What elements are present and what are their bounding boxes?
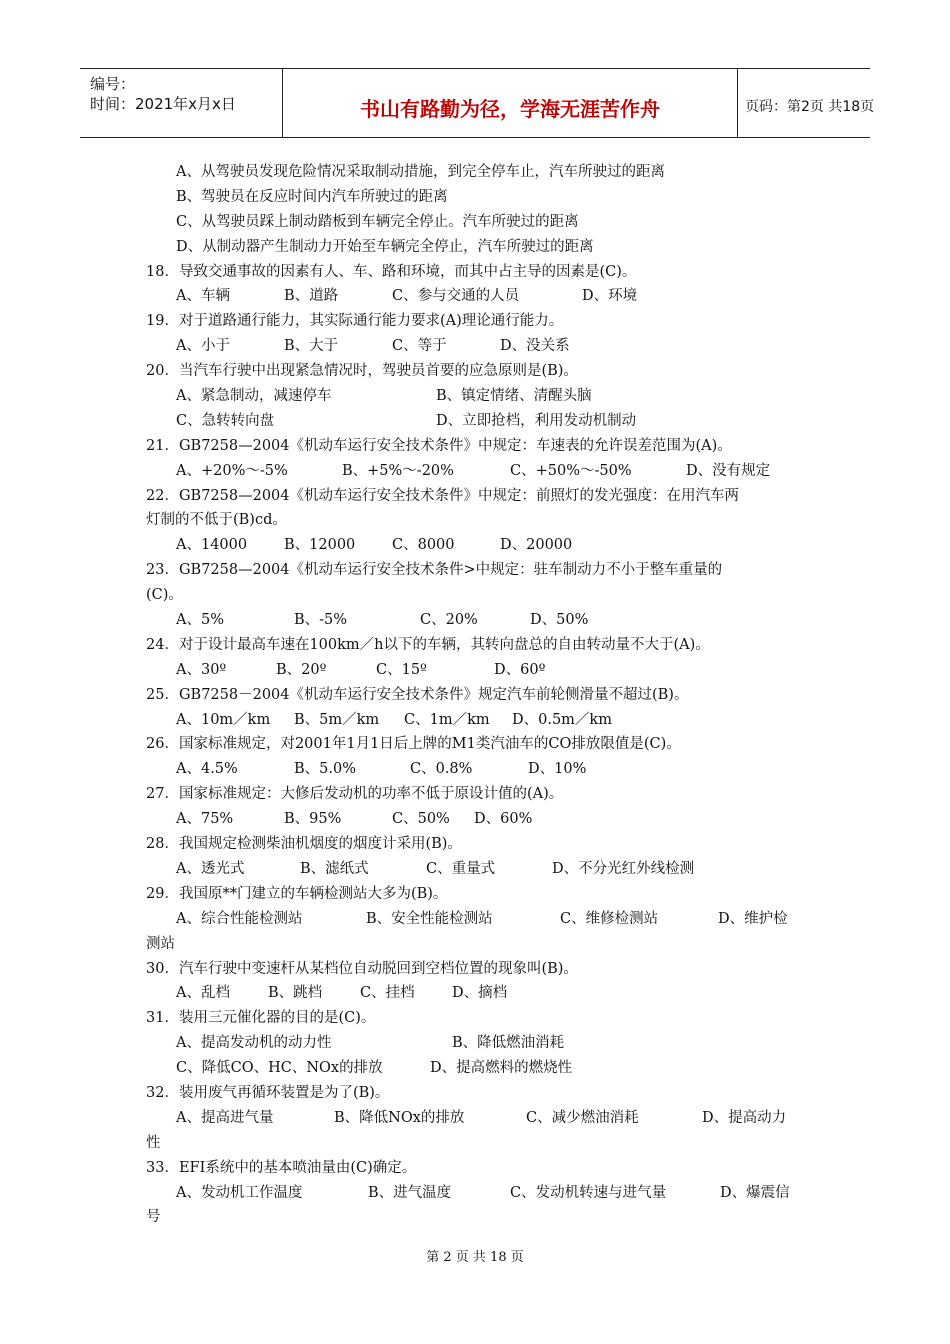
option-d: D、10% xyxy=(528,761,587,778)
option-c: C、50% xyxy=(392,811,450,828)
option-b: B、20º xyxy=(276,661,327,678)
option-d: D、20000 xyxy=(500,537,573,554)
option-line: A、从驾驶员发现危险情况采取制动措施，到完全停车止，汽车所驶过的距离 xyxy=(176,164,665,180)
option-c: C、15º xyxy=(376,661,427,678)
option-a: A、车辆 xyxy=(176,288,230,305)
option-row xyxy=(146,284,806,309)
option-d: D、0.5m／km xyxy=(512,711,612,728)
header-page-cell xyxy=(737,69,875,137)
option-a: A、紧急制动，减速停车 xyxy=(176,388,332,405)
option-b: B、镇定情绪、清醒头脑 xyxy=(436,388,592,405)
option-d: D、环境 xyxy=(582,288,638,305)
option-row xyxy=(146,384,806,409)
question-stem: 27．国家标准规定：大修后发动机的功率不低于原设计值的(A)。 xyxy=(146,786,564,803)
option-row xyxy=(146,857,806,882)
header-motto-cell xyxy=(282,69,738,137)
option-c: C、重量式 xyxy=(426,860,496,877)
option-c: C、0.8% xyxy=(410,761,473,778)
option-d: D、60º xyxy=(494,661,546,678)
option-row xyxy=(146,1106,806,1131)
option-b: B、大于 xyxy=(284,338,339,355)
page-indicator: 页码：第2页 共18页 xyxy=(745,99,875,115)
question-stem: 30．汽车行驶中变速杆从某档位自动脱回到空档位置的现象叫(B)。 xyxy=(146,960,578,977)
question-stem: 24．对于设计最高车速在100km／h以下的车辆，其转向盘总的自由转动量不大于(A)。 xyxy=(146,636,710,653)
option-row xyxy=(146,1056,806,1081)
option-line: C、从驾驶员踩上制动踏板到车辆完全停止。汽车所驶过的距离 xyxy=(176,213,579,230)
option-a: A、提高进气量 xyxy=(176,1109,274,1126)
option-c: C、+50%～-50% xyxy=(510,462,632,479)
option-row xyxy=(146,708,806,733)
question-stem: 21．GB7258—2004《机动车运行安全技术条件》中规定：车速表的允许误差范围为(A)。 xyxy=(146,437,732,454)
option-b: B、95% xyxy=(284,811,342,828)
option-b: B、道路 xyxy=(284,288,339,305)
header-info-cell xyxy=(80,69,282,137)
option-a: A、提高发动机的动力性 xyxy=(176,1035,332,1052)
question-stem: 31．装用三元催化器的目的是(C)。 xyxy=(146,1010,376,1027)
option-a: A、发动机工作温度 xyxy=(176,1184,303,1201)
option-b: B、12000 xyxy=(284,537,356,554)
option-b: B、滤纸式 xyxy=(300,860,369,877)
question-stem: 33．EFI系统中的基本喷油量由(C)确定。 xyxy=(146,1159,417,1176)
question-stem: 25．GB7258－2004《机动车运行安全技术条件》规定汽车前轮侧滑量不超过(B)。 xyxy=(146,686,689,703)
option-a: A、乱档 xyxy=(176,985,230,1002)
question-stem-continued: 灯制的不低于(B)cd。 xyxy=(146,512,287,529)
option-d: D、60% xyxy=(474,811,533,828)
option-d: D、爆震信 xyxy=(720,1184,790,1201)
option-line: D、从制动器产生制动力开始至车辆完全停止，汽车所驶过的距离 xyxy=(176,238,594,255)
question-stem: 23．GB7258—2004《机动车运行安全技术条件>中规定：驻车制动力不小于整车重量的 xyxy=(146,562,723,579)
option-b: B、进气温度 xyxy=(368,1184,452,1201)
option-row xyxy=(146,608,806,633)
option-d: D、摘档 xyxy=(452,985,508,1002)
option-row xyxy=(146,409,806,434)
question-stem-continued: (C)。 xyxy=(146,587,183,604)
option-d: D、提高动力 xyxy=(702,1109,787,1126)
option-row xyxy=(146,533,806,558)
option-d: D、50% xyxy=(530,612,589,629)
option-b: B、-5% xyxy=(294,612,348,629)
option-b: B、跳档 xyxy=(268,985,323,1002)
option-row xyxy=(146,807,806,832)
question-stem: 19．对于道路通行能力，其实际通行能力要求(A)理论通行能力。 xyxy=(146,313,564,330)
option-c: C、8000 xyxy=(392,537,455,554)
document-number: 编号： xyxy=(90,75,136,93)
option-a: A、75% xyxy=(176,811,234,828)
document-date: 时间：2021年x月x日 xyxy=(90,95,236,113)
option-c: C、1m／km xyxy=(404,711,490,728)
option-a: A、+20%～-5% xyxy=(176,462,288,479)
option-d: D、没有规定 xyxy=(686,462,771,479)
page-header xyxy=(80,68,875,138)
option-row xyxy=(146,1181,806,1206)
option-continued: 号 xyxy=(146,1209,161,1226)
option-c: C、降低CO、HC、NOx的排放 xyxy=(176,1060,383,1077)
option-a: A、小于 xyxy=(176,338,230,355)
option-a: A、5% xyxy=(176,612,224,629)
option-a: A、14000 xyxy=(176,537,248,554)
option-row xyxy=(146,907,806,932)
option-d: D、没关系 xyxy=(500,338,570,355)
option-continued: 测站 xyxy=(146,935,175,952)
option-row xyxy=(146,1031,806,1056)
question-list xyxy=(146,160,806,1230)
option-d: D、维护检 xyxy=(718,910,788,927)
option-row xyxy=(146,334,806,359)
option-row xyxy=(146,757,806,782)
motto-text: 书山有路勤为径，学海无涯苦作舟 xyxy=(360,97,660,121)
question-stem: 29．我国原**门建立的车辆检测站大多为(B)。 xyxy=(146,885,448,902)
option-c: C、20% xyxy=(420,612,478,629)
question-stem: 28．我国规定检测柴油机烟度的烟度计采用(B)。 xyxy=(146,836,462,853)
option-c: C、挂档 xyxy=(360,985,415,1002)
option-b: B、安全性能检测站 xyxy=(366,910,493,927)
option-c: C、急转转向盘 xyxy=(176,412,275,429)
option-row xyxy=(146,658,806,683)
option-a: A、4.5% xyxy=(176,761,238,778)
page-footer: 第 2 页 共 18 页 xyxy=(426,1250,524,1265)
option-b: B、降低燃油消耗 xyxy=(452,1035,565,1052)
question-stem: 20．当汽车行驶中出现紧急情况时，驾驶员首要的应急原则是(B)。 xyxy=(146,363,578,380)
option-c: C、参与交通的人员 xyxy=(392,288,520,305)
option-d: D、立即抢档，利用发动机制动 xyxy=(436,412,637,429)
question-stem: 32．装用废气再循环装置是为了(B)。 xyxy=(146,1084,390,1101)
option-a: A、透光式 xyxy=(176,860,245,877)
option-c: C、减少燃油消耗 xyxy=(526,1109,639,1126)
option-b: B、5m／km xyxy=(294,711,380,728)
option-a: A、综合性能检测站 xyxy=(176,910,303,927)
option-a: A、10m／km xyxy=(176,711,271,728)
option-row xyxy=(146,981,806,1006)
option-c: C、等于 xyxy=(392,338,447,355)
question-stem: 18．导致交通事故的因素有人、车、路和环境，而其中占主导的因素是(C)。 xyxy=(146,263,637,280)
option-b: B、+5%～-20% xyxy=(342,462,454,479)
option-b: B、降低NOx的排放 xyxy=(334,1109,465,1126)
option-b: B、5.0% xyxy=(294,761,356,778)
option-row xyxy=(146,459,806,484)
option-d: D、提高燃料的燃烧性 xyxy=(430,1060,573,1077)
option-a: A、30º xyxy=(176,661,227,678)
option-c: C、发动机转速与进气量 xyxy=(510,1184,667,1201)
option-continued: 性 xyxy=(146,1134,161,1151)
option-line: B、驾驶员在反应时间内汽车所驶过的距离 xyxy=(176,188,448,205)
question-stem: 22．GB7258—2004《机动车运行安全技术条件》中规定：前照灯的发光强度：在用汽车两 xyxy=(146,487,739,504)
question-stem: 26．国家标准规定，对2001年1月1日后上牌的M1类汽油车的CO排放限值是(C)。 xyxy=(146,736,681,753)
option-c: C、维修检测站 xyxy=(560,910,659,927)
option-d: D、不分光红外线检测 xyxy=(552,860,695,877)
